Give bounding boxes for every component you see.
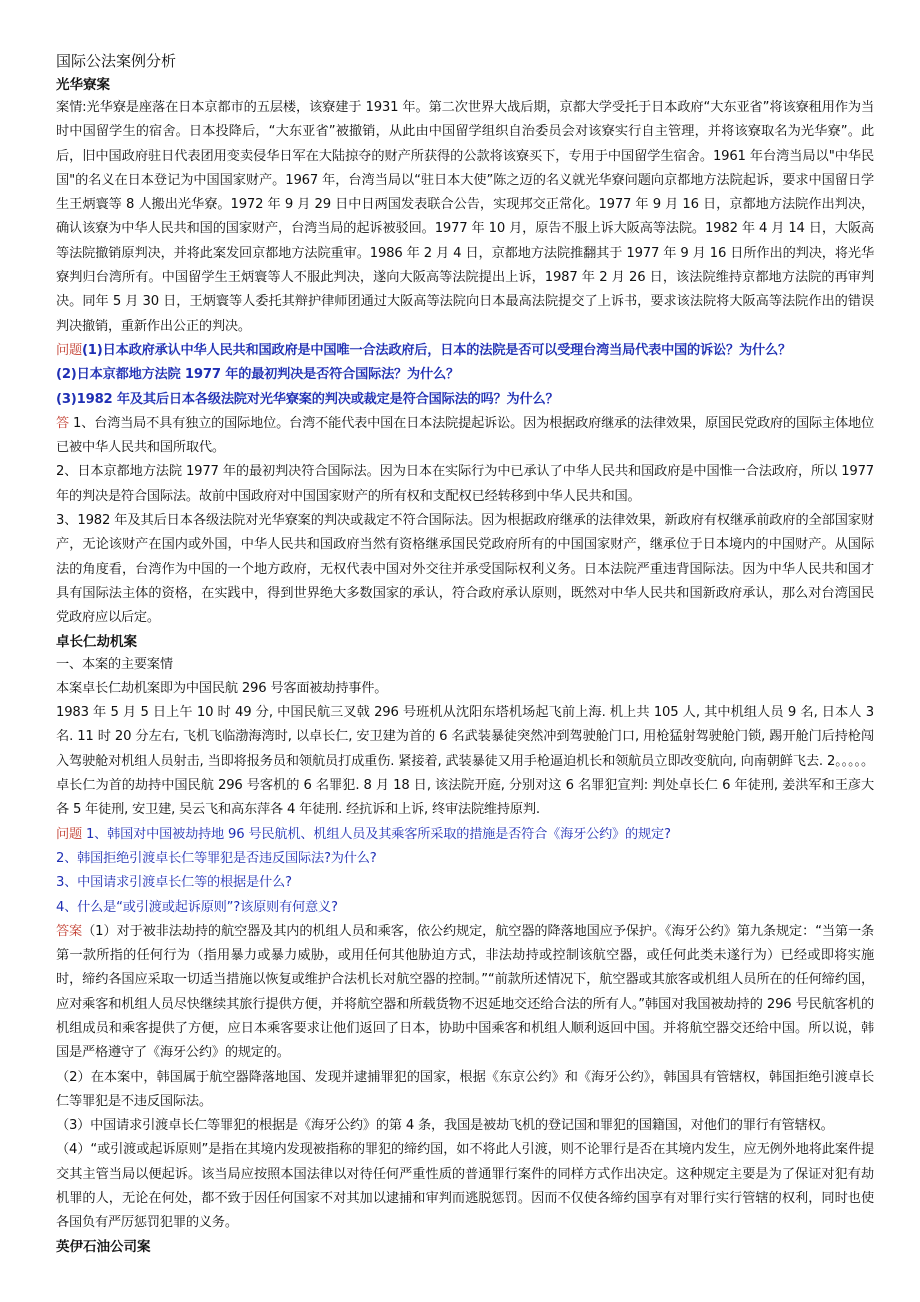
case2-question-1 (56, 823, 874, 847)
case2-answer-prefix: 答案 (56, 923, 83, 939)
case2-answer-3: （3）中国请求引渡卓长仁等罪犯的根据是《海牙公约》的第 4 条，我国是被劫飞机的登记国和罪犯的国籍国，对他们的罪行有管辖权。 (56, 1118, 834, 1134)
case2-answer-1 (56, 920, 874, 1066)
case2-answer-2: （2）在本案中，韩国属于航空器降落地国、发现并逮捕罪犯的国家，根据《东京公约》和《海牙公约》，韩国具有管辖权，韩国拒绝引渡卓长仁等罪犯是不违反国际法。 (56, 1069, 874, 1109)
document-title: 国际公法案例分析 (56, 52, 177, 70)
case1-answer-2: 2、日本京都地方法院 1977 年的最初判决符合国际法。因为日本在实际行为中已承认了中华人民共和国政府是中国惟一合法政府，所以 1977 年的判决是符合国际法。故前中国政府对中国国家财产的所有权和支配权已经转移到中华人民共和国。 (56, 464, 874, 504)
case1-answer-3: 3、1982 年及其后日本各级法院对光华寮案的判决或裁定不符合国际法。因为根据政府继承的法律效果，新政府有权继承前政府的全部国家财产，无论该财产在国内或外国，中华人民共和国政府当然有资格继承国民党政府所有的中国国家财产，继承位于日本境内的中国财产。从国际法的角度看，台湾作为中国的一个地方政府，无权代表中国对外交往并承受国际权利义务。日本法院严重违背国际法。因为中华人民共和国才具有国际法主体的资格，在实践中，得到世界绝大多数国家的承认，符合政府承认原则，既然对中华人民共和国新政府承认，那么对台湾国民党政府应以后定。 (56, 513, 874, 626)
case2-question-1-text: 1、韩国对中国被劫持地 96 号民航机、机组人员及其乘客所采取的措施是否符合《海牙公约》的规定? (81, 826, 671, 842)
case2-intro: 本案卓长仁劫机案即为中国民航 296 号客面被劫持事件。 (56, 680, 388, 696)
case2-question-3: 3、中国请求引渡卓长仁等的根据是什么? (56, 875, 292, 891)
case2-answer-4: （4）“或引渡或起诉原则”是指在其境内发现被指称的罪犯的缔约国，如不将此人引渡，则不论罪行是否在其境内发生，应无例外地将此案件提交其主管当局以便起诉。该当局应按照本国法律以对待任何严重性质的普通罪行案件的同样方式作出决定。这种规定主要是为了保证对犯有劫机罪的人，无论在何处，都不致于因任何国家不对其加以逮捕和审判而逃脱惩罚。因而不仅使各缔约国享有对罪行实行管辖的权利，同时也使各国负有严厉惩罚犯罪的义务。 (56, 1142, 874, 1231)
case1-answer-1 (56, 412, 874, 461)
case2-title: 卓长仁劫机案 (56, 633, 137, 650)
case1-question-1-text: (1)日本政府承认中华人民共和国政府是中国唯一合法政府后，日本的法院是否可以受理台湾当局代表中国的诉讼？为什么？ (81, 342, 791, 358)
case1-facts: 案情:光华寮是座落在日本京都市的五层楼，该寮建于 1931 年。第二次世界大战后期，京都大学受托于日本政府“大东亚省”将该寮租用作为当时中国留学生的宿舍。日本投降后，“大东亚省”被撤销，从此由中国留学组织自治委员会对该寮实行自主管理，并将该寮取名为光华寮”。此后，旧中国政府驻日代表团用变卖侵华日军在大陆掠夺的财产所获得的公款将该寮买下，专用于中国留学生宿舍。1961 年台湾当局以"中华民国"的名义在日本登记为中国国家财产。1967 年，台湾当局以“驻日本大使”陈之迈的名义就光华寮问题向京都地方法院起诉，要求中国留日学生王炳寰等 8 人搬出光华寮。1972 年 9 月 29 日中日两国发表联合公告，实现邦交正常化。1977 年 9 月 16 日，京都地方法院作出判决，确认该寮为中华人民共和国的国家财产，台湾当局的起诉被驳回。1977 年 10 月，原告不服上诉大阪高等法院。1982 年 4 月 14 日，大阪高等法院撤销原判决，并将此案发回京都地方法院重审。1986 年 2 月 4 日，京都地方法院推翻其于 1977 年 9 月 16 日所作出的判决，将光华寮判归台湾所有。中国留学生王炳寰等人不服此判决，遂向大阪高等法院提出上诉，1987 年 2 月 26 日，该法院维持京都地方法院的再审判决。同年 5 月 30 日，王炳寰等人委托其辩护律师团通过大阪高等法院向日本最高法院提交了上诉书，要求该法院将大阪高等法院作出的错误判决撤销，重新作出公正的判决。 (56, 100, 874, 334)
case2-facts: 1983 年 5 月 5 日上午 10 时 49 分, 中国民航三叉戟 296 号班机从沈阳东塔机场起飞前上海. 机上共 105 人, 其中机组人员 9 名, 日本人 3 名. 11 时 20 分左右, 飞机飞临渤海湾时, 以卓长仁, 安卫建为首的 6 名武装暴徒突然冲到驾驶舱门口, 用枪猛射驾驶舱门锁, 踢开舱门后持枪闯入驾驶舱对机组人员射击, 当即将报务员和领航员打成重伤. 紧接着, 武装暴徒又用手枪逼迫机长和领航员立即改变航向, 向南朝鲜飞去. 2。。。。。卓长仁为首的劫持中国民航 296 号客机的 6 名罪犯. 8 月 18 日, 该法院开庭, 分别对这 6 名罪犯宣判: 判处卓长仁 6 年徒刑, 姜洪军和王彦大各 5 年徒刑, 安卫建, 吴云飞和高东萍各 4 年徒刑. 经抗诉和上诉, 终审法院维持原判. (56, 705, 874, 818)
case1-question-3: (3)1982 年及其后日本各级法院对光华寮案的判决或裁定是符合国际法的吗？为什么？ (56, 391, 559, 407)
case1-question-prefix: 问题 (56, 342, 82, 358)
case1-answer-1-text: 1、台湾当局不具有独立的国际地位。台湾不能代表中国在日本法院提起诉讼。因为根据政府继承的法律效果，原国民党政府的国际主体地位已被中华人民共和国所取代。 (56, 415, 874, 456)
case3-title: 英伊石油公司案 (56, 1238, 151, 1255)
case1-question-1 (56, 339, 874, 363)
case2-answer-1-text: （1）对于被非法劫持的航空器及其内的机组人员和乘客，依公约规定，航空器的降落地国应予保护。《海牙公约》第九条规定：“当第一条第一款所指的任何行为（指用暴力或暴力威胁，或用任何其他胁迫方式，非法劫持或控制该航空器，或任何此类未遂行为）已经或即将实施时，缔约各国应采取一切适当措施以恢复或维护合法机长对航空器的控制。”“前款所述情况下，航空器或其旅客或机组人员所在的任何缔约国，应对乘客和机组人员尽快继续其旅行提供方便，并将航空器和所载货物不迟延地交还给合法的所有人。”韩国对我国被劫持的 296 号民航客机的机组成员和乘客提供了方便，应日本乘客要求让他们返回了日本，协助中国乘客和机组人顺利返回中国。并将航空器交还给中国。所以说，韩国是严格遵守了《海牙公约》的规定的。 (56, 923, 874, 1061)
case1-title: 光华寮案 (56, 77, 110, 93)
case2-section-heading: 一、本案的主要案情 (56, 656, 173, 672)
case2-question-4: 4、什么是“或引渡或起诉原则”?该原则有何意义? (56, 899, 338, 915)
case2-question-2: 2、韩国拒绝引渡卓长仁等罪犯是否违反国际法?为什么? (56, 850, 377, 866)
case1-question-2: (2)日本京都地方法院 1977 年的最初判决是否符合国际法？为什么？ (56, 367, 459, 383)
case1-answer-prefix: 答 (56, 415, 69, 431)
case2-question-prefix: 问题 (56, 826, 82, 842)
